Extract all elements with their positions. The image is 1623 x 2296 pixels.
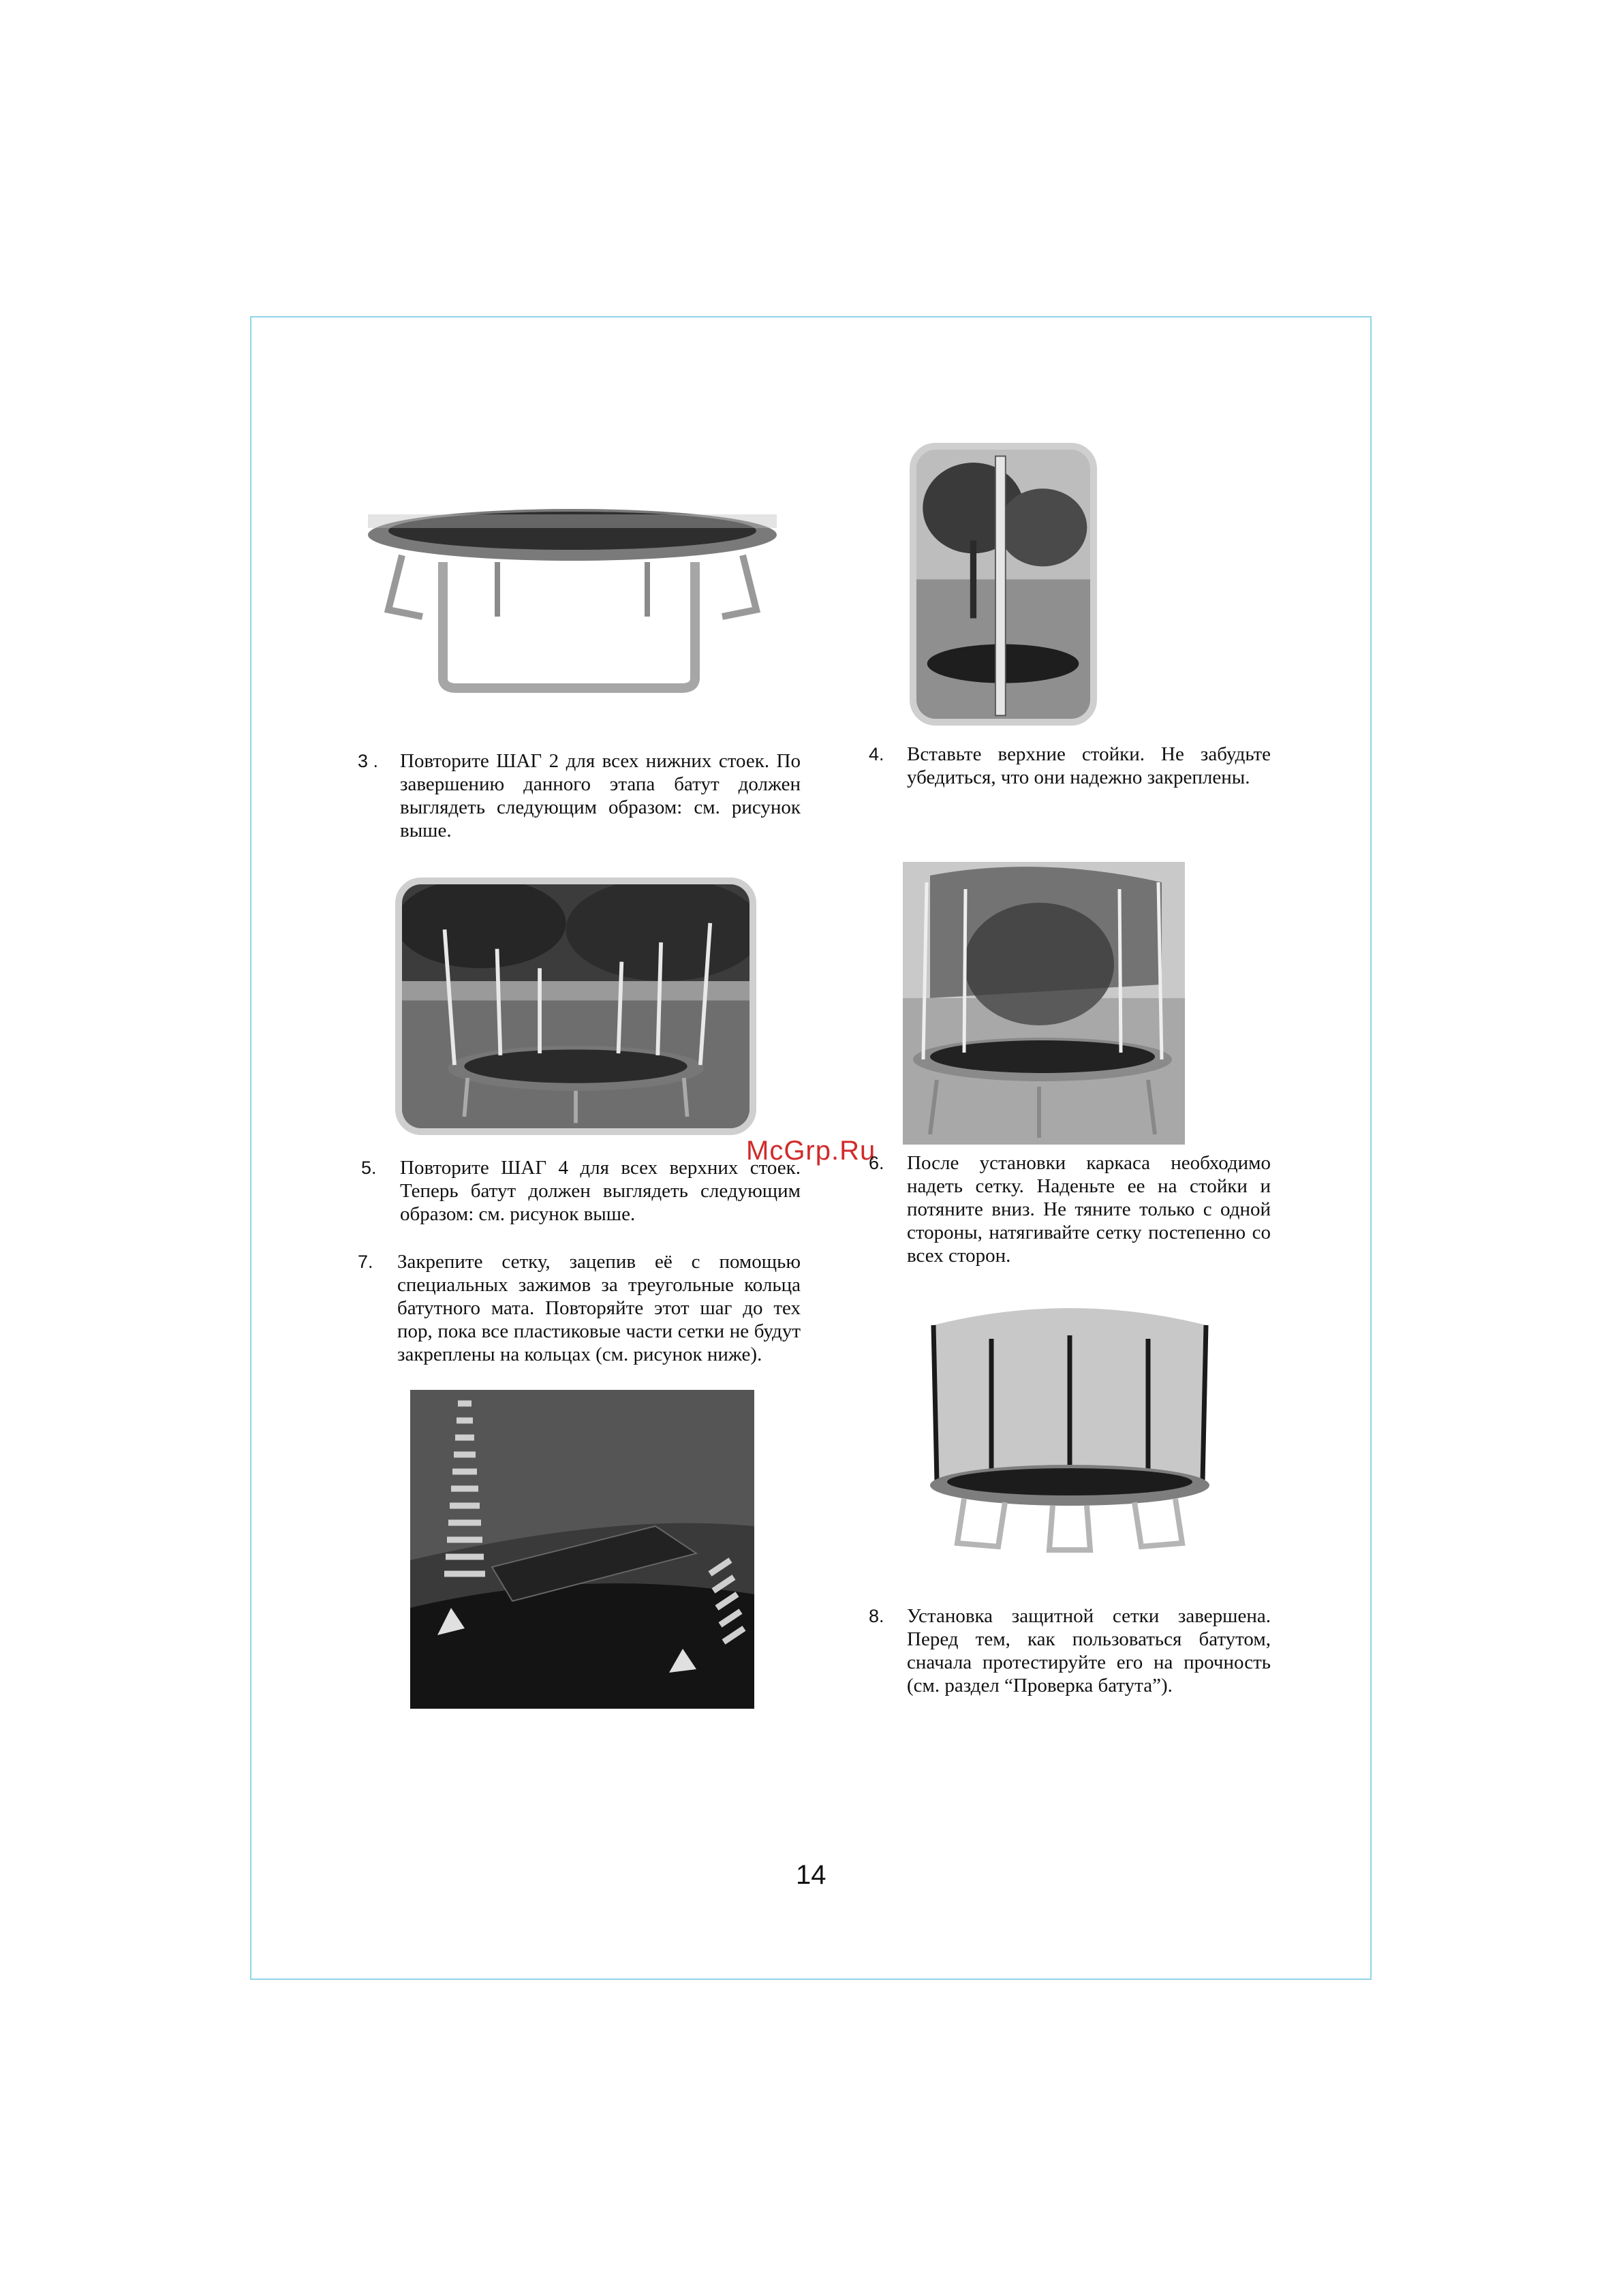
step-3-number: 3 . xyxy=(358,751,379,771)
step-6 xyxy=(869,1151,1271,1267)
step-5-text: Повторите ШАГ 4 для всех верхних стоек. Теперь батут должен выглядеть следующим образом: см. рисунок выше. xyxy=(400,1157,801,1225)
photo-net-mounting xyxy=(903,862,1185,1145)
step-8 xyxy=(869,1604,1271,1697)
step-8-number: 8. xyxy=(869,1606,884,1626)
photo-all-poles xyxy=(395,878,756,1135)
photo-finished-net xyxy=(923,1298,1216,1553)
step-6-number: 6. xyxy=(869,1153,884,1173)
step-7-text: Закрепите сетку, зацепив её с помощью специальных зажимов за треугольные кольца батутного мата. Повторяйте этот шаг до тех пор, пока все пластиковые части сетки не будут закреплены на кольцах (см. рисунок ниже). xyxy=(397,1251,801,1365)
step-5 xyxy=(361,1156,801,1226)
step-4-number: 4. xyxy=(869,744,884,764)
step-7-number: 7. xyxy=(358,1252,373,1272)
step-5-number: 5. xyxy=(361,1158,377,1178)
step-7 xyxy=(358,1250,801,1366)
step-3 xyxy=(358,749,801,842)
step-8-text: Установка защитной сетки завершена. Перед тем, как пользоваться батутом, сначала протестируйте его на прочность (см. раздел “Проверка батута”). xyxy=(907,1605,1271,1696)
watermark: McGrp.Ru xyxy=(746,1136,876,1166)
page-number: 14 xyxy=(796,1860,826,1890)
photo-top-pole xyxy=(910,443,1097,726)
photo-spring-clip xyxy=(410,1390,754,1709)
step-6-text: После установки каркаса необходимо надеть сетку. Наденьте ее на стойки и потяните вниз. Не тяните только с одной стороны, натягивайте сетку постепенно со всех сторон. xyxy=(907,1152,1271,1267)
step-3-text: Повторите ШАГ 2 для всех нижних стоек. По завершению данного этапа батут должен выглядеть следующим образом: см. рисунок выше. xyxy=(400,750,801,841)
step-4 xyxy=(869,743,1271,789)
step-4-text: Вставьте верхние стойки. Не забудьте убедиться, что они надежно закреплены. xyxy=(907,743,1271,788)
photo-lower-legs xyxy=(361,508,784,709)
